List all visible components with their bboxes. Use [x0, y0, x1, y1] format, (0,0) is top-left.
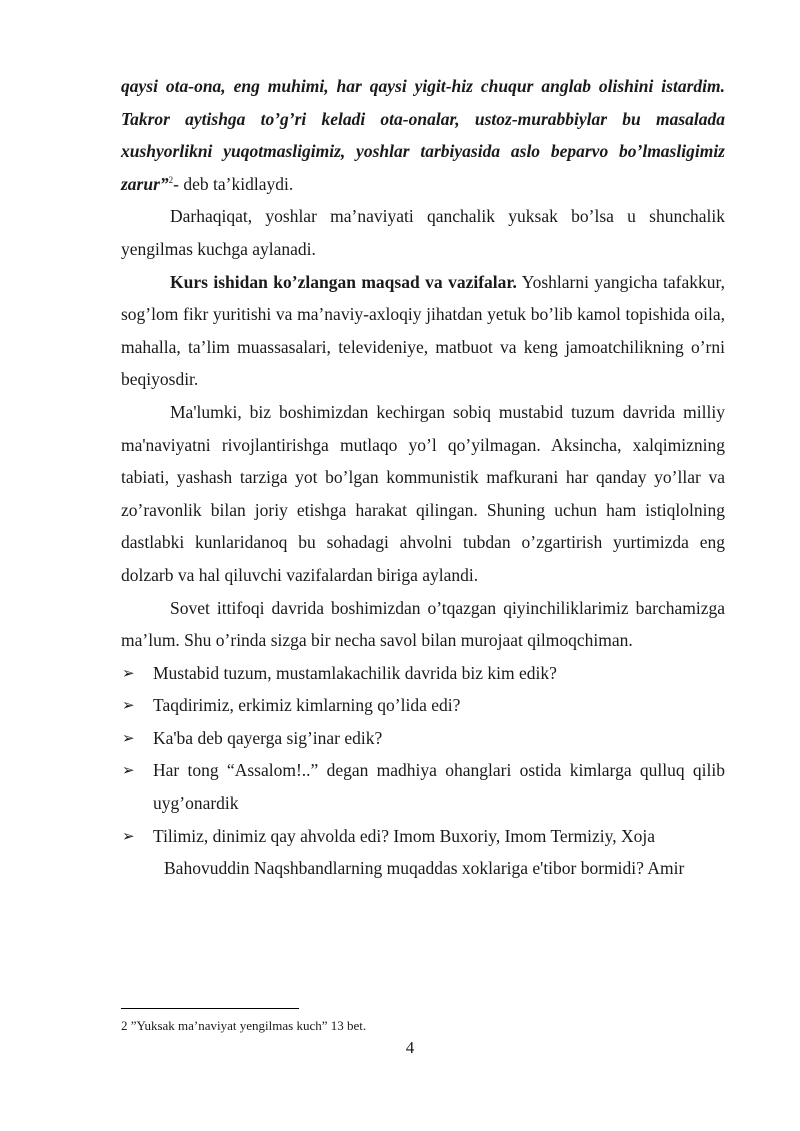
question-list — [121, 657, 725, 853]
arrow-bullet-icon: ➢ — [122, 663, 135, 682]
arrow-bullet-icon: ➢ — [122, 826, 135, 845]
list-item: ➢ Mustabid tuzum, mustamlakachilik davrida biz kim edik? — [121, 657, 725, 690]
document-body — [121, 70, 725, 885]
paragraph-3 — [121, 266, 725, 396]
list-item: ➢ Ka'ba deb qayerga sig’inar edik? — [121, 722, 725, 755]
list-item: ➢ Har tong “Assalom!..” degan madhiya ohanglari ostida kimlarga qulluq qilib uyg’onardik — [121, 754, 725, 819]
list-item: ➢ Taqdirimiz, erkimiz kimlarning qo’lida edi? — [121, 689, 725, 722]
paragraph-2: Darhaqiqat, yoshlar ma’naviyati qanchalik yuksak bo’lsa u shunchalik yengilmas kuchga aylanadi. — [121, 206, 725, 259]
arrow-bullet-icon: ➢ — [122, 728, 135, 747]
paragraph-4: Ma'lumki, biz boshimizdan kechirgan sobiq mustabid tuzum davrida milliy ma'naviyatni rivojlantirishga mutlaqo yo’l qo’yilmagan. Aksincha, xalqimizning tabiati, yashash tarziga yot bo’lgan kommunistik mafkurani har qanday yo’llar va zo’ravonlik bilan joriy etishga harakat qilingan. Shuning uchun ham istiqlolning dastlabki kunlaridanoq bu sohadagi ahvolni tubdan o’zgartirish yurtimizda eng dolzarb va hal qiluvchi vazifalardan biriga aylandi. — [121, 401, 725, 585]
paragraph-quote — [121, 70, 725, 200]
page-number: 4 — [405, 1038, 415, 1057]
footnote-ref: 2 — [168, 174, 174, 185]
section-heading: Kurs ishidan ko’zlangan maqsad va vazifalar. — [170, 271, 517, 292]
list-continuation: Bahovuddin Naqshbandlarning muqaddas xoklariga e'tibor bormidi? Amir — [164, 858, 685, 879]
quote-tail: - deb ta’kidlaydi. — [173, 173, 294, 194]
footnote: 2 ”Yuksak ma’naviyat yengilmas kuch” 13 bet. — [121, 1018, 367, 1033]
paragraph-5: Sovet ittifoqi davrida boshimizdan o’tqazgan qiyinchiliklarimiz barchamizga ma’lum. Shu o’rinda sizga bir necha savol bilan murojaat qilmoqchiman. — [121, 597, 725, 651]
arrow-bullet-icon: ➢ — [122, 761, 135, 780]
paragraph-3-text: Yoshlarni yangicha tafakkur, sog’lom fikr yuritishi va ma’naviy-axloqiy jihatdan yetuk bo’lib kamol topishida oila, mahalla, ta’lim muassasalari, televideniye, matbuot va keng jamoatchilikning o’rni beqiyosdir. — [121, 271, 725, 390]
arrow-bullet-icon: ➢ — [122, 696, 135, 715]
footnote-separator — [121, 1008, 299, 1009]
quote-text: qaysi ota-ona, eng muhimi, har qaysi yigit-hiz chuqur anglab olishini istardim. Takror aytishga to’g’ri keladi ota-onalar, ustoz-murabbiylar bu masalada xushyorlikni yuqotmasligimiz, yoshlar tarbiyasida aslo beparvo bo’lmasligimiz zarur” — [121, 76, 725, 194]
list-item: ➢ Tilimiz, dinimiz qay ahvolda edi? Imom Buxoriy, Imom Termiziy, Xoja — [121, 820, 725, 853]
